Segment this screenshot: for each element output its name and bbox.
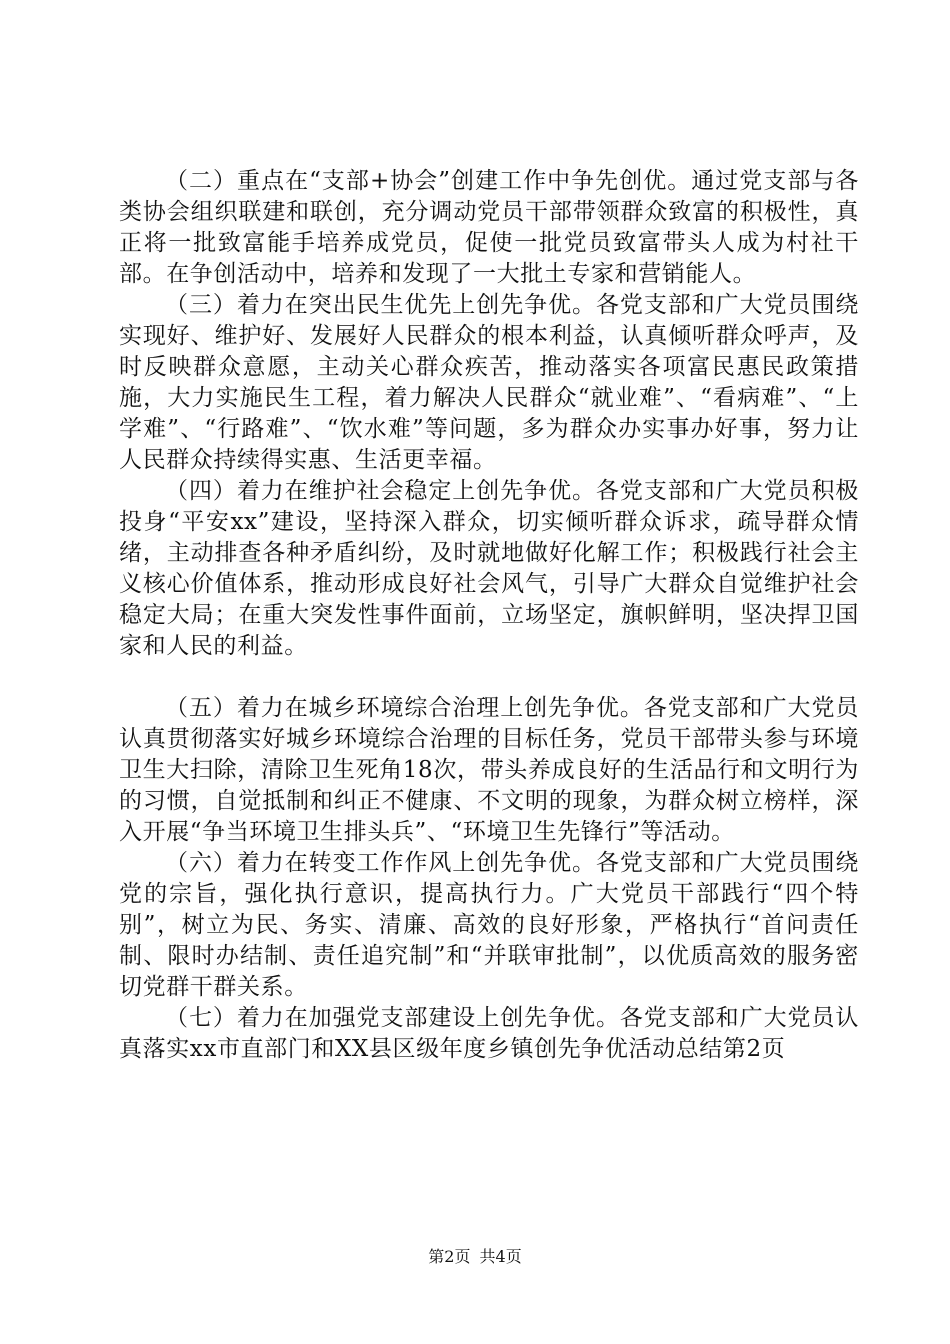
paragraph-7: （七）着力在加强党支部建设上创先争优。各党支部和广大党员认真落实xx市直部门和XX县区级年度乡镇创先争优活动总结第2页	[119, 1005, 859, 1062]
paragraph-spacer	[119, 662, 859, 693]
page-number: 第2页	[428, 1247, 471, 1266]
document-body	[119, 166, 859, 1065]
paragraph-5: （五）着力在城乡环境综合治理上创先争优。各党支部和广大党员认真贯彻落实好城乡环境综合治理的目标任务，党员干部带头参与环境卫生大扫除，清除卫生死角18次，带头养成良好的生活品行和文明行为的习惯，自觉抵制和纠正不健康、不文明的现象，为群众树立榜样，深入开展“争当环境卫生排头兵”、“环境卫生先锋行”等活动。	[119, 695, 859, 845]
paragraph-2: （二）重点在“支部+协会”创建工作中争先创优。通过党支部与各类协会组织联建和联创，充分调动党员干部带领群众致富的积极性，真正将一批致富能手培养成党员，促使一批党员致富带头人成为村社干部。在争创活动中，培养和发现了一大批土专家和营销能人。	[119, 168, 859, 287]
paragraph-4: （四）着力在维护社会稳定上创先争优。各党支部和广大党员积极投身“平安xx”建设，坚持深入群众，切实倾听群众诉求，疏导群众情绪，主动排查各种矛盾纠纷，及时就地做好化解工作；积极践行社会主义核心价值体系，推动形成良好社会风气，引导广大群众自觉维护社会稳定大局；在重大突发性事件面前，立场坚定，旗帜鲜明，坚决捍卫国家和人民的利益。	[119, 478, 859, 659]
paragraph-6: （六）着力在转变工作作风上创先争优。各党支部和广大党员围绕党的宗旨，强化执行意识，提高执行力。广大党员干部践行“四个特别”，树立为民、务实、清廉、高效的良好形象，严格执行“首问责任制、限时办结制、责任追究制”和“并联审批制”，以优质高效的服务密切党群干群关系。	[119, 850, 859, 1000]
page-total: 共4页	[479, 1247, 522, 1266]
paragraph-3: （三）着力在突出民生优先上创先争优。各党支部和广大党员围绕实现好、维护好、发展好人民群众的根本利益，认真倾听群众呼声，及时反映群众意愿，主动关心群众疾苦，推动落实各项富民惠民政策措施，大力实施民生工程，着力解决人民群众“就业难”、“看病难”、“上学难”、“行路难”、“饮水难”等问题，多为群众办实事办好事，努力让人民群众持续得实惠、生活更幸福。	[119, 292, 859, 473]
page-footer	[0, 1247, 950, 1267]
